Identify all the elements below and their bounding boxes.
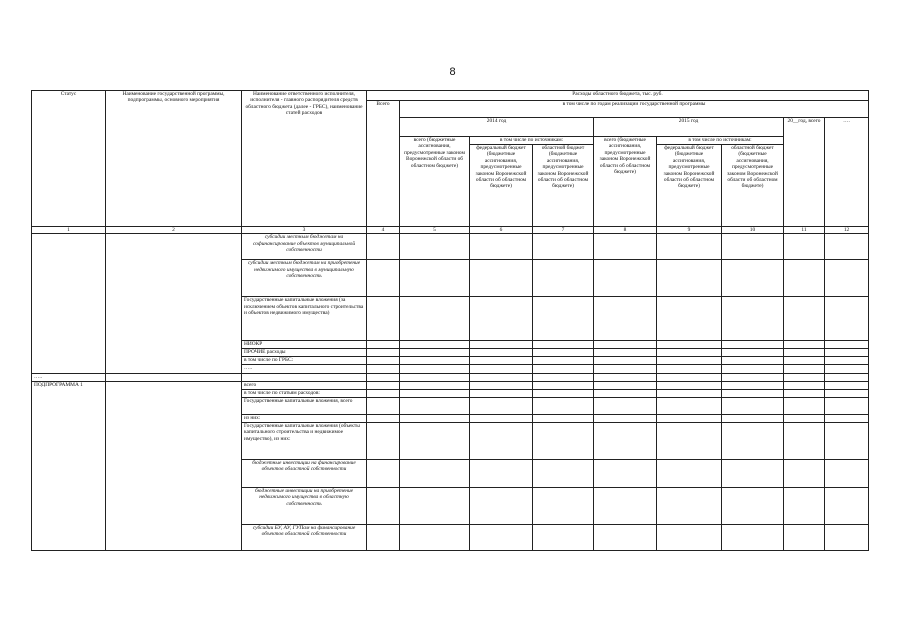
table-row [32, 414, 869, 422]
row-label: ПРОЧИЕ расходы [242, 349, 367, 357]
header-program: Наименование государственной программы, подпрограммы, основного мероприятия [106, 91, 242, 227]
header-2015-sources: в том числе по источникам: [657, 137, 784, 145]
header-2014-federal: федеральный бюджет (бюджетные ассигнования, предусмотренные законом Воронежской области об областном бюджете) [470, 145, 533, 227]
col-num: 9 [657, 227, 722, 234]
table-row [32, 487, 869, 524]
table-row [32, 422, 869, 459]
col-num: 7 [533, 227, 594, 234]
row-label: Государственные капитальные вложения (объекты капитального строительства и недвижимое имущество), из них: [242, 422, 367, 459]
row-label: НИОКР [242, 341, 367, 349]
header-2015-regional: областной бюджет (бюджетные ассигнования, предусмотренные законом Воронежской области об областном бюджете) [722, 145, 784, 227]
page-number: 8 [449, 66, 456, 78]
header-year-20: 20__год, всего [784, 118, 825, 227]
row-label: субсидии местным бюджетам на приобретение недвижимого имущества в муниципальную собственность [242, 260, 367, 297]
header-year-2015: 2015 год [594, 118, 784, 137]
row-label: Государственные капитальные вложения (за исключением объектов капитального строительства и объектов недвижимого имущества) [242, 297, 367, 341]
row-label: бюджетные инвестиции на финансирование объектов областной собственности [242, 459, 367, 487]
table-row [32, 397, 869, 414]
table-row [32, 365, 869, 374]
table-row [32, 341, 869, 349]
table-row [32, 297, 869, 341]
table-row [32, 381, 869, 389]
col-num: 4 [367, 227, 400, 234]
table-row [32, 260, 869, 297]
header-by-years: в том числе по годам реализации государственной программы [400, 101, 869, 118]
header-total: Всего [367, 101, 400, 227]
row-label: ….. [242, 365, 367, 374]
table-row [32, 357, 869, 365]
row-label: субсидии БУ, АУ, ГУПам на финансирование объектов областной собственности [242, 524, 367, 550]
header-expenses: Расходы областного бюджета, тыс. руб. [367, 91, 869, 101]
col-num: 2 [106, 227, 242, 234]
row-label: в том числе по статьям расходов: [242, 389, 367, 397]
header-ellipsis: …. [825, 118, 869, 227]
col-num: 11 [784, 227, 825, 234]
table-row [32, 524, 869, 550]
col-num: 6 [470, 227, 533, 234]
row-label: субсидии местным бюджетам на софинансирование объектов муниципальной собственности [242, 234, 367, 260]
header-2014-regional: областной бюджет (бюджетные ассигнования, предусмотренные законом Воронежской области об областном бюджете) [533, 145, 594, 227]
column-number-row [32, 227, 869, 234]
col-num: 10 [722, 227, 784, 234]
header-executor: Наименование ответственного исполнителя, исполнителя - главного распорядителя средств областного бюджета (далее - ГРБС), наименование статей расходов [242, 91, 367, 227]
header-status: Статус [32, 91, 106, 227]
col-num: 3 [242, 227, 367, 234]
header-2014-total: всего (бюджетные ассигнования, предусмотренные законом Воронежской области об областном бюджете) [400, 137, 470, 227]
row-label: из них: [242, 414, 367, 422]
table-row [32, 374, 869, 381]
row-label: всего [242, 381, 367, 389]
table-row [32, 349, 869, 357]
table-row [32, 389, 869, 397]
table-row [32, 234, 869, 260]
header-2015-total: всего (бюджетные ассигнования, предусмотренные законом Воронежской области об областном бюджете) [594, 137, 657, 227]
col-num: 8 [594, 227, 657, 234]
budget-table [31, 90, 869, 551]
col-num: 12 [825, 227, 869, 234]
header-2015-federal: федеральный бюджет (бюджетные ассигнования, предусмотренные законом Воронежской области об областном бюджете) [657, 145, 722, 227]
col-num: 5 [400, 227, 470, 234]
row-label: бюджетные инвестиции на приобретение недвижимого имущества в областную собственность [242, 487, 367, 524]
header-2014-sources: в том числе по источникам: [470, 137, 594, 145]
row-label: в том числе по ГРБС: [242, 357, 367, 365]
col-num: 1 [32, 227, 106, 234]
subprogram-title: ПОДПРОГРАММА 1 [32, 381, 106, 389]
row-label: ….. [32, 374, 106, 381]
row-label: Государственные капитальные вложения, всего [242, 397, 367, 414]
table-row [32, 459, 869, 487]
header-year-2014: 2014 год [400, 118, 594, 137]
